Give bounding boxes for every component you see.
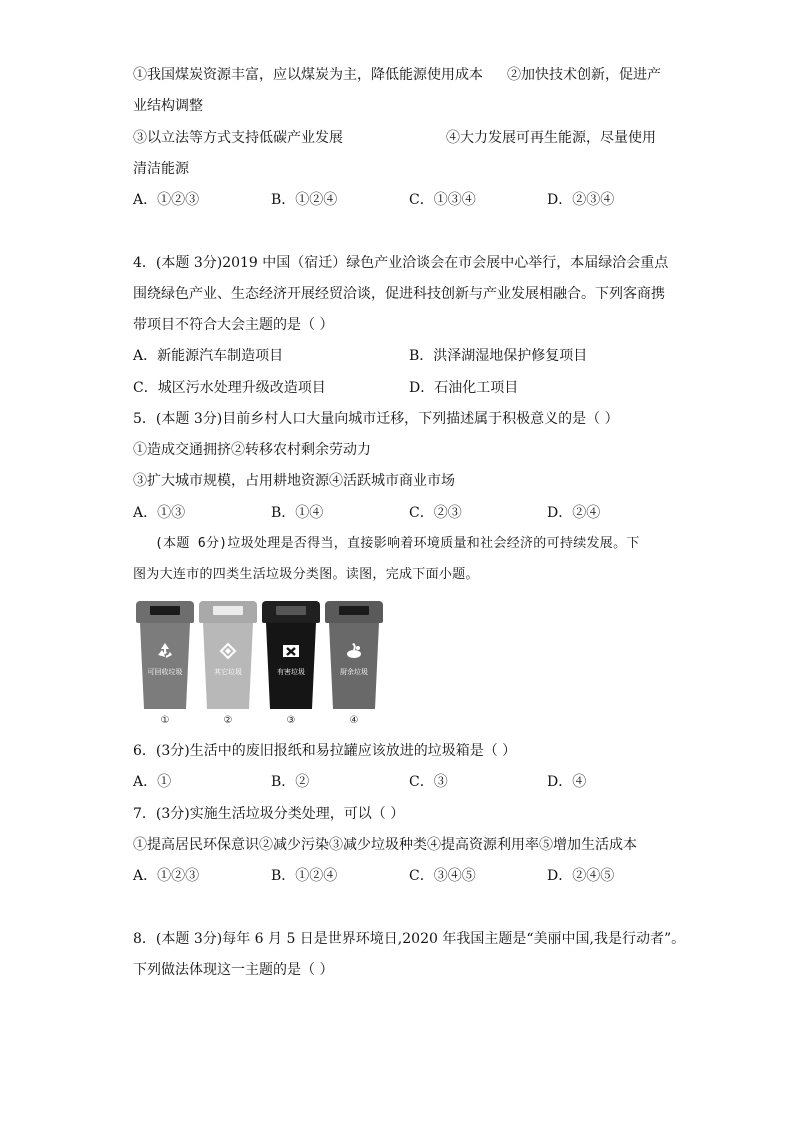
q3-statement-2b: 业结构调整 bbox=[133, 98, 203, 114]
q5-option-a: A．①③ bbox=[133, 505, 186, 521]
q4-option-a: A．新能源汽车制造项目 bbox=[133, 348, 284, 364]
q3-statement-3: ③以立法等方式支持低碳产业发展 bbox=[133, 130, 343, 146]
trash-bin-figure bbox=[133, 601, 393, 727]
trash-bin-other bbox=[199, 601, 257, 711]
q7-stem-line-2: ①提高居民环保意识②减少污染③减少垃圾种类④提高资源利用率⑤增加生活成本 bbox=[133, 837, 637, 853]
q7-option-c: C．③④⑤ bbox=[409, 868, 476, 884]
q5-option-c: C．②③ bbox=[409, 505, 462, 521]
bin-body bbox=[329, 623, 379, 709]
q8-stem-line-1: 8．(本题 3分)每年 6 月 5 日是世界环境日,2020 年我国主题是“美丽中国,我是行动者”。 bbox=[133, 931, 686, 947]
q3-option-c: C．①③④ bbox=[409, 192, 476, 208]
bin-body bbox=[266, 623, 316, 709]
recycle-icon bbox=[155, 641, 175, 661]
q3-statement-4b: 清洁能源 bbox=[133, 161, 189, 177]
q5-stem-line-2: ①造成交通拥挤②转移农村剩余劳动力 bbox=[133, 442, 371, 458]
q3-option-d: D．②③④ bbox=[547, 192, 615, 208]
q6-stem: 6．(3分)生活中的废旧报纸和易拉罐应该放进的垃圾箱是（ ） bbox=[133, 743, 517, 759]
q6-option-b: B．② bbox=[271, 774, 310, 790]
bin-lid bbox=[199, 601, 257, 623]
bin-label: 厨余垃圾 bbox=[340, 668, 368, 676]
bin-body bbox=[203, 623, 253, 709]
q3-option-b: B．①②④ bbox=[271, 192, 338, 208]
q7-stem-line-1: 7．(3分)实施生活垃圾分类处理，可以（ ） bbox=[133, 806, 405, 822]
group-intro-line-1: (本题 6分)垃圾处理是否得当，直接影响着环境质量和社会经济的可持续发展。下 bbox=[155, 536, 640, 551]
other-waste-icon bbox=[218, 641, 238, 661]
bin-number: ② bbox=[223, 715, 233, 726]
bin-label: 其它垃圾 bbox=[214, 668, 242, 676]
hazard-icon bbox=[281, 641, 301, 661]
bin-lid bbox=[325, 601, 383, 623]
q3-statement-1: ①我国煤炭资源丰富，应以煤炭为主，降低能源使用成本 bbox=[133, 67, 483, 83]
q4-stem-line-3: 带项目不符合大会主题的是（ ） bbox=[133, 317, 334, 333]
q6-option-d: D．④ bbox=[547, 774, 587, 790]
q6-option-c: C．③ bbox=[409, 774, 448, 790]
bin-number: ③ bbox=[286, 715, 296, 726]
q5-option-b: B．①④ bbox=[271, 505, 324, 521]
food-waste-icon bbox=[344, 641, 364, 661]
bin-lid bbox=[262, 601, 320, 623]
q5-stem-line-1: 5．(本题 3分)目前乡村人口大量向城市迁移，下列描述属于积极意义的是（ ） bbox=[133, 411, 619, 427]
q4-stem-line-2: 围绕绿色产业、生态经济开展经贸洽谈，促进科技创新与产业发展相融合。下列客商携 bbox=[133, 286, 665, 302]
q3-option-a: A．①②③ bbox=[133, 192, 200, 208]
bin-body bbox=[140, 623, 190, 709]
q3-statement-4a: ④大力发展可再生能源，尽量使用 bbox=[446, 130, 656, 146]
q7-option-a: A．①②③ bbox=[133, 868, 200, 884]
q6-option-a: A．① bbox=[133, 774, 172, 790]
q4-stem-line-1: 4．(本题 3分)2019 中国（宿迁）绿色产业洽谈会在市会展中心举行，本届绿洽会重点 bbox=[133, 255, 669, 271]
q4-option-b: B．洪泽湖湿地保护修复项目 bbox=[409, 348, 588, 364]
bin-number: ④ bbox=[349, 715, 359, 726]
trash-bin-recyclable bbox=[136, 601, 194, 711]
bin-number: ① bbox=[160, 715, 170, 726]
group-intro-line-2: 图为大连市的四类生活垃圾分类图。读图，完成下面小题。 bbox=[133, 567, 479, 582]
q8-stem-line-2: 下列做法体现这一主题的是（ ） bbox=[133, 962, 334, 978]
q7-option-d: D．②④⑤ bbox=[547, 868, 615, 884]
q4-option-d: D．石油化工项目 bbox=[409, 380, 519, 396]
q3-statement-2a: ②加快技术创新，促进产 bbox=[507, 67, 661, 83]
q5-option-d: D．②④ bbox=[547, 505, 601, 521]
q5-stem-line-3: ③扩大城市规模，占用耕地资源④活跃城市商业市场 bbox=[133, 473, 455, 489]
bin-label: 可回收垃圾 bbox=[147, 668, 183, 676]
bin-label: 有害垃圾 bbox=[277, 668, 305, 676]
bin-lid bbox=[136, 601, 194, 623]
trash-bin-hazardous bbox=[262, 601, 320, 711]
q4-option-c: C．城区污水处理升级改造项目 bbox=[133, 380, 326, 396]
trash-bin-food bbox=[325, 601, 383, 711]
q7-option-b: B．①②④ bbox=[271, 868, 338, 884]
